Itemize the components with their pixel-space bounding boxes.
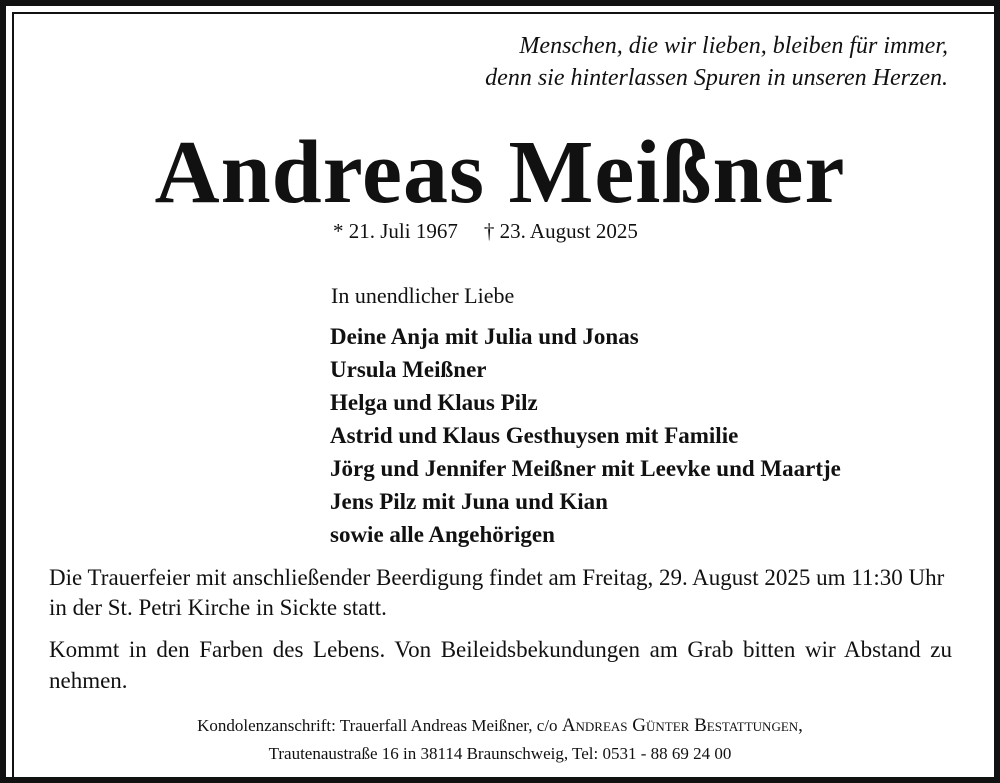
death-date: † 23. August 2025 (483, 219, 638, 243)
birth-date: * 21. Juli 1967 (333, 219, 458, 243)
life-dates (333, 218, 638, 244)
mourners-intro: In unendlicher Liebe (331, 283, 515, 308)
mourners-list (330, 320, 841, 551)
quote-line-1: Menschen, die wir lieben, bleiben für immer, (519, 33, 948, 59)
address-line-2: Trautenaustraße 16 in 38114 Braunschweig, Tel: 0531 - 88 69 24 00 (268, 744, 732, 763)
mourner-line: Helga und Klaus Pilz (330, 390, 538, 415)
quote-line-2: denn sie hinterlassen Spuren in unseren Herzen. (485, 65, 948, 91)
mourner-line: Jens Pilz mit Juna und Kian (330, 489, 608, 514)
address-prefix: Kondolenzanschrift: Trauerfall Andreas Meißner, c/o (197, 716, 558, 735)
funeral-home-name: Andreas Günter Bestattungen, (561, 715, 803, 736)
memorial-quote (485, 30, 948, 94)
mourner-line: Ursula Meißner (330, 357, 487, 382)
condolence-address (0, 712, 1000, 768)
ceremony-notice: Die Trauerfeier mit anschließender Beerdigung findet am Freitag, 29. August 2025 um 11:30 Uhr in der St. Petri Kirche in Sickte statt. (49, 565, 945, 620)
deceased-name: Andreas Meißner (154, 123, 846, 222)
mourner-line: Astrid und Klaus Gesthuysen mit Familie (330, 423, 739, 448)
mourner-line: sowie alle Angehörigen (330, 522, 555, 547)
address-line-1 (0, 712, 1000, 740)
mourner-line: Jörg und Jennifer Meißner mit Leevke und Maartje (330, 456, 841, 481)
condolence-request: Kommt in den Farben des Lebens. Von Beileidsbekundungen am Grab bitten wir Abstand zu nehmen. (49, 637, 952, 693)
mourner-line: Deine Anja mit Julia und Jonas (330, 324, 639, 349)
